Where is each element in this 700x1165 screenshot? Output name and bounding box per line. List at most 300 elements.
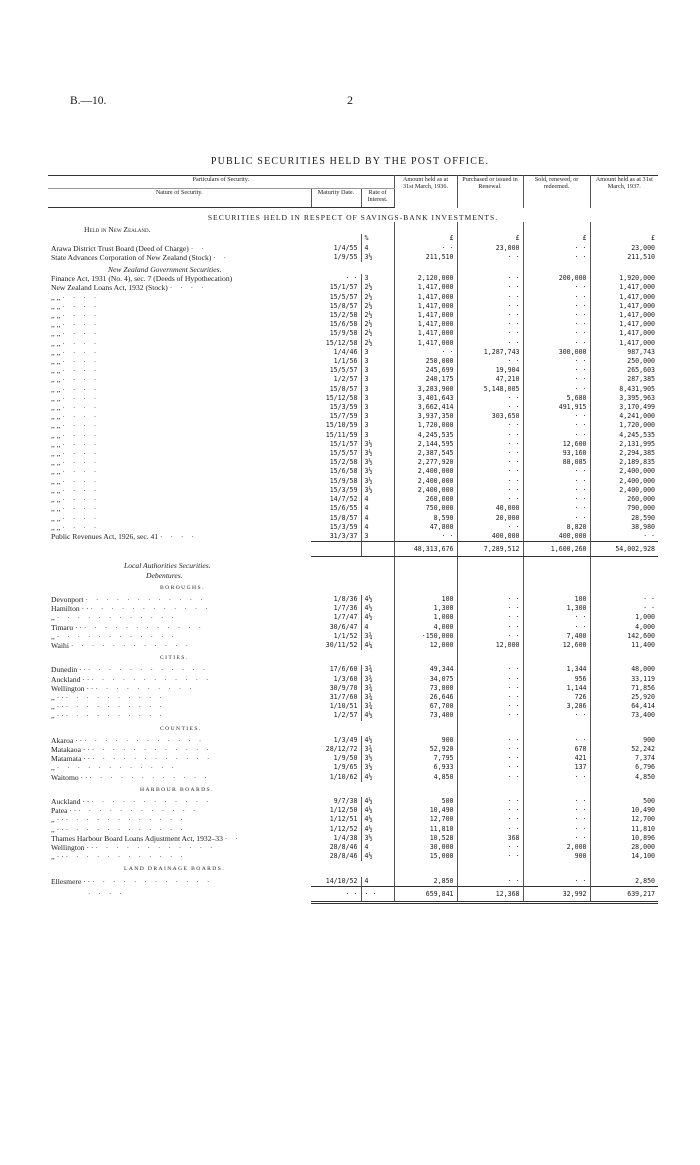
amount-held-1937: 2,400,000 — [619, 467, 656, 476]
table-row — [48, 665, 658, 674]
amount-held-1936: 67,700 — [394, 702, 457, 711]
interest-rate: 3 — [361, 431, 394, 440]
maturity-date: 31/7/60 — [311, 693, 361, 702]
interest-rate: 4 — [361, 504, 394, 513]
security-name: ,, — [51, 763, 55, 773]
amount-purchased: · · — [457, 311, 523, 320]
amount-held-1936: 1,300 — [394, 604, 457, 613]
local-total-row — [48, 886, 658, 902]
amount-sold: · · — [523, 477, 590, 486]
amount-purchased: · · — [457, 431, 523, 440]
security-name: Wellington · · — [51, 843, 94, 852]
amount-purchased: · · — [457, 477, 523, 486]
amount-held-1937: 33,119 — [631, 674, 656, 683]
amount-held-1937: 23,000 — [631, 243, 656, 252]
maturity-date: 15/3/59 — [311, 523, 361, 532]
maturity-date: 1/1/52 — [311, 632, 361, 641]
maturity-date: 1/9/55 — [311, 253, 361, 262]
amount-purchased: · · — [457, 339, 523, 348]
amount-held-1936: 6,933 — [394, 763, 457, 772]
security-name: ,, ,, — [51, 366, 61, 376]
group-heading-local: Local Authorities Securities. — [48, 557, 394, 571]
amount-held-1937: · · — [643, 604, 656, 613]
maturity-date: 31/3/37 — [311, 532, 361, 542]
amount-held-1936: 15,000 — [394, 852, 457, 861]
amount-held-1937: 1,417,000 — [619, 311, 656, 320]
amount-held-1936: 4,850 — [394, 773, 457, 782]
amount-purchased: · · — [457, 843, 523, 852]
maturity-date: 15/8/57 — [311, 514, 361, 523]
maturity-date: 1/8/36 — [311, 595, 361, 604]
amount-held-1937: · · — [643, 594, 656, 603]
security-name: ,, ,, — [51, 403, 61, 413]
amount-sold: · · — [523, 514, 590, 523]
amount-held-1937: 260,000 — [627, 495, 656, 504]
amount-held-1937: 2,850 — [635, 876, 656, 885]
amount-sold: · · — [523, 357, 590, 366]
security-name-cell — [48, 665, 311, 674]
interest-rate: 4 — [361, 495, 394, 504]
leader-dots: · · · · — [62, 384, 100, 394]
maturity-date: 15/5/57 — [311, 293, 361, 302]
leader-dots: · · · · · · · · · · · · — [91, 744, 212, 754]
maturity-date: 1/12/51 — [311, 815, 361, 824]
security-name: ,, ,, — [51, 476, 61, 486]
amount-sold: 12,600 — [523, 440, 590, 449]
security-name: ,, — [51, 631, 55, 641]
security-name: ,, ,, — [51, 384, 61, 394]
security-name-cell — [48, 815, 311, 824]
leader-dots: · · · · — [62, 329, 100, 339]
security-name: ,, · · — [51, 692, 64, 702]
amount-sold: · · — [523, 366, 590, 375]
amount-sold: 100 — [523, 595, 590, 604]
security-name-cell — [48, 366, 311, 375]
table-row — [48, 357, 658, 366]
security-name: Waitomo · · — [51, 772, 88, 782]
amount-held-1936: 900 — [394, 736, 457, 745]
amount-held-1936: 47,800 — [394, 523, 457, 532]
security-name-cell — [48, 504, 311, 513]
table-row — [48, 745, 658, 754]
security-name: ,, — [51, 613, 55, 623]
subgroup-label-harbour-boards-row — [48, 782, 658, 797]
amount-purchased: · · — [457, 320, 523, 329]
document-reference: B.—10. — [70, 95, 107, 107]
amount-purchased: · · — [457, 274, 523, 283]
amount-purchased: · · — [457, 486, 523, 495]
amount-purchased: · · — [457, 403, 523, 412]
leader-dots: · · · · — [62, 375, 100, 385]
security-name-cell — [48, 403, 311, 412]
amount-held-1936: 1,417,000 — [394, 293, 457, 302]
amount-held-1936: 250,000 — [394, 357, 457, 366]
maturity-date: 15/6/58 — [311, 467, 361, 476]
subgroup-label-land-drainage: LAND DRAINAGE BOARDS. — [48, 861, 394, 876]
maturity-date: 28/8/46 — [311, 843, 361, 852]
table-row — [48, 843, 658, 852]
security-name-cell — [48, 532, 311, 542]
maturity-date: · · — [311, 274, 361, 283]
interest-rate: 4½ — [361, 736, 394, 745]
amount-held-1937: 48,000 — [631, 665, 656, 674]
amount-held-1936: 1,417,000 — [394, 311, 457, 320]
interest-rate: 3 — [361, 357, 394, 366]
security-name-cell — [48, 886, 311, 902]
maturity-date: 1/2/57 — [311, 711, 361, 720]
column-header-sold: Sold, renewed, or redeemed. — [523, 176, 590, 208]
security-name: Finance Act, 1931 (No. 4), sec. 7 (Deeds of Hypothecation) — [51, 274, 233, 284]
security-name: Arawa District Trust Board (Deed of Charge) — [51, 243, 189, 253]
amount-held-1937: 2,189,835 — [619, 458, 656, 467]
amount-held-1937: 1,000 — [635, 613, 656, 622]
security-name-cell — [48, 852, 311, 861]
amount-purchased: · · — [457, 623, 523, 632]
amount-held-1937: 2,400,000 — [619, 485, 656, 494]
amount-held-1937: 3,170,499 — [619, 403, 656, 412]
total-sold: 1,600,260 — [523, 542, 590, 557]
maturity-date: 15/2/58 — [311, 311, 361, 320]
unit-held-1936: £ — [394, 234, 457, 243]
amount-sold: 726 — [523, 693, 590, 702]
leader-dots: · · · · — [160, 531, 197, 541]
leader-dots: · · · · — [62, 403, 100, 413]
amount-purchased: · · — [457, 595, 523, 604]
amount-held-1936: 10,528 — [394, 834, 457, 843]
amount-sold: · · — [523, 806, 590, 815]
maturity-date: 30/9/70 — [311, 684, 361, 693]
security-name-cell — [48, 302, 311, 311]
maturity-date: 15/6/58 — [311, 320, 361, 329]
maturity-date: 30/6/47 — [311, 623, 361, 632]
leader-dots: · · · · — [169, 283, 207, 293]
amount-sold: · · — [523, 329, 590, 338]
security-name: ,, ,, — [51, 513, 61, 523]
amount-purchased: · · — [457, 684, 523, 693]
amount-sold: 200,000 — [523, 274, 590, 283]
interest-rate: 4½ — [361, 711, 394, 720]
amount-purchased: · · — [457, 877, 523, 887]
subgroup-label-boroughs: BOROUGHS. — [48, 580, 394, 595]
security-name-cell — [48, 595, 311, 604]
amount-held-1937: 28,000 — [631, 843, 656, 851]
amount-purchased: · · — [457, 283, 523, 292]
maturity-date: 15/9/58 — [311, 329, 361, 338]
security-name-cell — [48, 623, 311, 632]
interest-rate: 4½ — [361, 825, 394, 834]
security-name-cell — [48, 834, 311, 843]
table-row — [48, 604, 658, 613]
unit-sold: £ — [523, 234, 590, 243]
amount-held-1936: 30,000 — [394, 843, 457, 852]
amount-purchased: 303,650 — [457, 412, 523, 421]
security-name-cell — [48, 311, 311, 320]
security-name: Dunedin · · — [51, 665, 87, 675]
security-name-cell — [48, 763, 311, 772]
security-name: Matamata · · — [51, 754, 91, 764]
amount-held-1936: 659,841 — [394, 886, 457, 902]
leader-dots: · · · · — [62, 311, 100, 321]
amount-held-1936: 2,277,920 — [394, 458, 457, 467]
amount-purchased: · · — [457, 495, 523, 504]
table-row — [48, 440, 658, 449]
amount-held-1937: 3,395,963 — [619, 393, 656, 402]
amount-purchased: · · — [457, 806, 523, 815]
group-heading-government-row — [48, 262, 658, 274]
amount-purchased: 1,287,743 — [457, 348, 523, 357]
maturity-date: 1/7/47 — [311, 613, 361, 622]
security-name-cell — [48, 745, 311, 754]
leader-dots: · · · · — [62, 449, 100, 459]
interest-rate: 2½ — [361, 320, 394, 329]
table-row — [48, 595, 658, 604]
subgroup-label-counties-row — [48, 721, 658, 736]
table-row — [48, 431, 658, 440]
amount-held-1937: 1,417,000 — [619, 320, 656, 329]
security-name-cell — [48, 693, 311, 702]
interest-rate: 3¾ — [361, 684, 394, 693]
interest-rate: 3½ — [361, 763, 394, 772]
amount-held-1936: 12,000 — [394, 641, 457, 650]
amount-held-1936: 1,720,000 — [394, 421, 457, 430]
interest-rate: 4½ — [361, 595, 394, 604]
maturity-date: 15/12/58 — [311, 339, 361, 348]
security-name: ,, · · — [51, 824, 64, 834]
amount-sold: · · — [523, 495, 590, 504]
amount-purchased: · · — [457, 675, 523, 684]
leader-dots: · · · · — [62, 338, 100, 348]
column-header-held-1936: Amount held as at 31st March, 1936. — [394, 176, 457, 208]
amount-held-1936: 4,245,535 — [394, 431, 457, 440]
table-row — [48, 852, 658, 861]
security-name: ,, ,, — [51, 311, 61, 321]
amount-purchased: · · — [457, 702, 523, 711]
security-name-cell — [48, 394, 311, 403]
amount-sold: 1,144 — [523, 684, 590, 693]
amount-held-1936: · · — [394, 348, 457, 357]
maturity-date: 1/4/46 — [311, 348, 361, 357]
amount-held-1937: 12,700 — [631, 815, 656, 824]
security-name: ,, ,, — [51, 449, 61, 459]
table-row — [48, 366, 658, 375]
security-name-cell — [48, 495, 311, 504]
amount-held-1936: 1,417,000 — [394, 302, 457, 311]
security-name: Hamilton · · — [51, 604, 89, 614]
security-name: ,, ,, — [51, 329, 61, 339]
security-name-cell — [48, 357, 311, 366]
interest-rate: 3¾ — [361, 675, 394, 684]
amount-held-1936: 2,400,000 — [394, 477, 457, 486]
table-row — [48, 449, 658, 458]
security-name: ,, ,, — [51, 467, 61, 477]
interest-rate: 3½ — [361, 834, 394, 843]
amount-held-1937: 265,603 — [627, 366, 656, 375]
security-name: ,, ,, — [51, 522, 61, 532]
table-row — [48, 412, 658, 421]
leader-dots: · · · · · · · · · · · · — [92, 754, 213, 764]
security-name-cell — [48, 773, 311, 782]
amount-purchased: · · — [457, 523, 523, 532]
interest-rate: 4½ — [361, 852, 394, 861]
interest-rate: 2½ — [361, 339, 394, 348]
amount-purchased: · · — [457, 852, 523, 861]
group-heading-government: New Zealand Government Securities. — [48, 262, 394, 274]
amount-sold: · · — [523, 302, 590, 311]
amount-sold: 137 — [523, 763, 590, 772]
security-name-cell — [48, 632, 311, 641]
amount-purchased: 23,000 — [457, 244, 523, 253]
maturity-date: 28/8/46 — [311, 852, 361, 861]
security-name-cell — [48, 339, 311, 348]
amount-purchased: 20,000 — [457, 514, 523, 523]
security-name-cell — [48, 283, 311, 292]
amount-held-1936: 10,490 — [394, 806, 457, 815]
maturity-date: 1/9/50 — [311, 754, 361, 763]
total-rate-cell — [361, 542, 394, 557]
security-name-cell — [48, 421, 311, 430]
maturity-date: 14/10/52 — [311, 877, 361, 887]
amount-purchased: · · — [457, 711, 523, 720]
security-name-cell — [48, 431, 311, 440]
amount-purchased: · · — [457, 797, 523, 806]
amount-held-1936: ·150,000 — [394, 632, 457, 641]
column-header-particulars: Particulars of Security. — [48, 176, 394, 189]
amount-purchased: · · — [457, 302, 523, 311]
interest-rate: 3½ — [361, 253, 394, 262]
table-row — [48, 613, 658, 622]
column-header-rate: Rate of Interest. — [361, 189, 394, 208]
amount-held-1936: 52,920 — [394, 745, 457, 754]
table-row — [48, 467, 658, 476]
amount-sold: · · — [523, 467, 590, 476]
amount-purchased: · · — [457, 394, 523, 403]
security-name-cell — [48, 348, 311, 357]
total-held-1937: 54,002,928 — [590, 542, 658, 557]
leader-dots: · · · · — [62, 366, 100, 376]
maturity-date: 15/12/58 — [311, 394, 361, 403]
security-name: ,, ,, — [51, 347, 61, 357]
interest-rate: 3 — [361, 403, 394, 412]
security-name: Public Revenues Act, 1926, sec. 41 — [51, 531, 159, 541]
interest-rate: 4 — [361, 877, 394, 887]
interest-rate: 3 — [361, 421, 394, 430]
table-row — [48, 348, 658, 357]
amount-held-1937: 211,510 — [627, 252, 656, 261]
maturity-date: 15/5/57 — [311, 449, 361, 458]
interest-rate: 2½ — [361, 283, 394, 292]
amount-held-1937: 14,100 — [631, 852, 656, 861]
maturity-date: 1/1/56 — [311, 357, 361, 366]
table-row — [48, 514, 658, 523]
unit-row — [48, 234, 658, 243]
amount-purchased: · · — [457, 736, 523, 745]
amount-held-1937: 52,242 — [631, 744, 656, 753]
table-row — [48, 274, 658, 283]
amount-sold: · · — [523, 244, 590, 253]
total-held-1936: 48,313,676 — [394, 542, 457, 557]
security-name-cell — [48, 806, 311, 815]
interest-rate: 4½ — [361, 613, 394, 622]
amount-held-1936: 2,144,595 — [394, 440, 457, 449]
subgroup-label-cities: CITIES. — [48, 650, 394, 665]
interest-rate: 4 — [361, 514, 394, 523]
amount-sold: · · — [523, 339, 590, 348]
table-row — [48, 458, 658, 467]
interest-rate: 3½ — [361, 754, 394, 763]
amount-held-1937: 1,417,000 — [619, 283, 656, 292]
amount-sold: · · — [523, 431, 590, 440]
amount-held-1936: 49,344 — [394, 665, 457, 674]
amount-held-1936: 1,417,000 — [394, 320, 457, 329]
amount-held-1936: 3,401,643 — [394, 394, 457, 403]
amount-held-1937: 10,490 — [631, 806, 656, 815]
amount-sold: 956 — [523, 675, 590, 684]
amount-held-1936: 500 — [394, 797, 457, 806]
amount-held-1937: 250,000 — [627, 357, 656, 366]
maturity-date: 15/8/57 — [311, 385, 361, 394]
amount-held-1937: 1,417,000 — [619, 292, 656, 301]
group-heading: Held in New Zealand. — [48, 222, 394, 234]
amount-held-1936: · · — [394, 244, 457, 253]
amount-held-1936: 2,387,545 — [394, 449, 457, 458]
amount-held-1936: 34,075 — [394, 675, 457, 684]
security-name: Auckland · · — [51, 796, 90, 806]
table-row — [48, 320, 658, 329]
security-name-cell — [48, 736, 311, 745]
security-name: Waihi — [51, 640, 69, 650]
group-heading-local-row — [48, 557, 658, 571]
leader-dots: · · · · · · · · · · · · — [65, 824, 186, 834]
amount-sold: · · — [523, 504, 590, 513]
security-name-cell — [48, 684, 311, 693]
amount-sold: · · — [523, 283, 590, 292]
table-row — [48, 523, 658, 532]
leader-dots: · · · · · · · · · · · · — [89, 772, 210, 782]
amount-sold: · · — [523, 877, 590, 887]
unit-purchased: £ — [457, 234, 523, 243]
interest-rate: 3 — [361, 532, 394, 542]
amount-sold: 93,160 — [523, 449, 590, 458]
leader-dots: · · · · · · · · · · · · — [56, 763, 177, 773]
leader-dots: · · · · — [62, 393, 100, 403]
maturity-date: 1/12/50 — [311, 806, 361, 815]
amount-sold: · · — [523, 736, 590, 745]
amount-held-1937: 987,743 — [627, 347, 656, 356]
amount-held-1937: 639,217 — [590, 886, 658, 902]
column-header-purchased: Purchased or issued in Renewal. — [457, 176, 523, 208]
page-title: PUBLIC SECURITIES HELD BY THE POST OFFICE. — [210, 156, 490, 167]
table-row — [48, 877, 658, 887]
security-name-cell — [48, 412, 311, 421]
leader-dots: · · · · · · · · · · · · — [78, 806, 199, 816]
amount-sold: 12,600 — [523, 641, 590, 650]
leader-dots: · · · · · · · · · · · · — [90, 604, 211, 614]
maturity-date: 1/10/51 — [311, 702, 361, 711]
amount-held-1936: 7,795 — [394, 754, 457, 763]
security-name-cell — [48, 613, 311, 622]
table-row — [48, 283, 658, 292]
amount-held-1936: · · — [394, 532, 457, 542]
leader-dots: · · · · · · · · · · · · — [84, 735, 205, 745]
amount-held-1937: 287,385 — [627, 375, 656, 384]
interest-rate: 4½ — [361, 773, 394, 782]
leader-dots: · · · · — [62, 485, 100, 495]
leader-dots: · · · · · · · · · · — [95, 683, 195, 693]
amount-sold: 8,820 — [523, 523, 590, 532]
amount-sold: 32,992 — [523, 886, 590, 902]
subgroup-label-harbour-boards: HARBOUR BOARDS. — [48, 782, 394, 797]
interest-rate: 3½ — [361, 467, 394, 476]
